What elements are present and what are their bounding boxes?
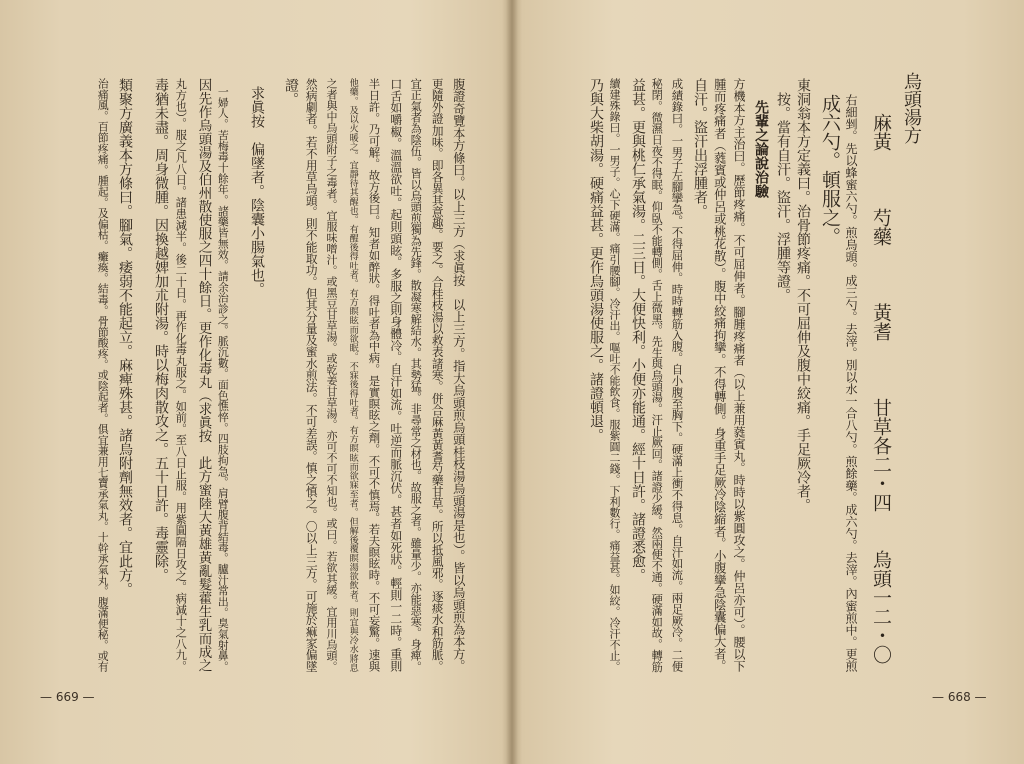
text-column: 治痛風。百節疼痛。腫起。及偏枯。癱瘓。結毒。骨節酸疼。或陰起者。俱宜兼用七寶承氣丸。十幹承氣丸。腹滿便秘。或有 (96, 78, 110, 672)
text-column: 證。 (283, 78, 299, 106)
text-column: 腫而疼痛者（蕤賓或仲呂或桃花散）。腹中絞痛拘攣。不得轉側。身重手足厥冷陰縮者。小腹攣急陰囊偏大者。 (712, 78, 727, 673)
text-column: 一婦人。苦梅毒十餘年。諸藥皆無效。請余治診之。脈沉數。面色憔悴。四肢拘急。肩臂腹背結毒。臚汁常出。臭氣射鼻。 (216, 86, 230, 672)
section-heading: 先輩之論說治驗 (753, 86, 769, 198)
text-column: 半日許。乃可解。故方後曰。知者如醉狀。得吐者為中病。是實瞑眩之劑。不可不慎焉。若夫瞑眩時。不可妄驚。速與 (367, 78, 382, 672)
text-column: 烏頭湯方 (901, 72, 922, 144)
text-column: 益甚。更與桃仁承氣湯。二三日。大便快利。小便亦能通。經十日許。諸證悉愈。 (630, 78, 646, 582)
text-column: 按。當有自汗。盜汗。浮腫等證。 (775, 78, 791, 302)
text-column: 續建殊錄曰。一男子。心下硬滿。痛引腰腳。冷汗出。嘔吐不能飲食。服紫圓二錢。下利數行。痛益甚。如絞。冷汗不止。 (608, 78, 621, 672)
text-column: 方機本方主治曰。歷節疼痛。不可屈伸者。腳腫疼痛者（以上兼用蕤賓丸。時時以紫圓攻之。仲呂亦可）。腰以下 (732, 78, 746, 672)
left-page (0, 0, 508, 764)
text-column: 右細剉。先以蜂蜜六勺。煎烏頭。成三勺。去滓。別以水一合八勺。煎餘藥。成六勺。去滓。內蜜煎中。更煎 (844, 94, 859, 672)
text-column: 麻黃 芍藥 黃耆 甘草各二・四 烏頭一二・〇 (870, 94, 892, 664)
text-column: 口舌如嚼椒。溫溫欲吐。起則頭眩。多服之則身體冷。自汗如流。吐逆而脈沉伏。甚者如死狀。輕則一二時。重則 (388, 78, 403, 672)
text-column: 然病劇者。若不用草烏頭。則不能取功。但其分量及蜜水煎法。不可差誤。慎之慎之。〇以上三方。可施於痲家偏墜 (304, 78, 319, 673)
page-number: — 669 — (40, 690, 95, 704)
text-column: 腹證奇覽本方條曰。以上三方（求眞按 以上三方。指大烏頭煎烏頭桂枝湯烏頭湯是也）。皆以烏頭煎為本方。 (451, 78, 466, 673)
right-page (514, 0, 1024, 764)
text-column: 更隨外證加味。即各異其意趣。要之。合桂枝湯以救表諸寒。併合麻黃黃耆芍藥甘草。所以抵風邪。逐痰水和筋脈。 (430, 78, 445, 673)
text-column: 毒猶未盡。周身微腫。因換越婢加朮附湯。時以梅肉散攻之。五十日許。毒靈除。 (153, 78, 169, 582)
text-column: 求眞按 偏墜者。陰囊小腸氣也。 (249, 86, 265, 296)
text-column: 因先作烏頭湯及伯州散使服之四十餘日。更作化毒丸（求眞按 此方蜜陸大黃雄黃亂髮藿生乳而成之 (195, 78, 212, 672)
text-column: 成績錄曰。一男子左腳攣急。不得屈伸。時時轉筋入腹。自小腹至胸下。硬滿上衝不得息。自汗如流。兩足厥冷。二便 (670, 78, 685, 672)
text-column: 丸方也）。服之凡八日。諸患減半。後二十日。再作化毒丸服之。如前。至八日止服。用紫圓隔日攻之。病減十之八九。 (174, 78, 188, 672)
text-column: 成六勺。頓服之。 (819, 94, 841, 246)
page-number: — 668 — (932, 690, 987, 704)
text-column: 類聚方廣義本方條曰。腳氣。痿弱不能起立。麻痺殊甚。諸烏附劑無效者。宜此方。 (117, 78, 133, 596)
text-column: 他藥。及以火暖之。宜靜待其醒也。有醒後得吐者。有方瞑眩而欲眠。不寐後得吐者。有方瞑眩而欲寐至者。但解後覆瞑湯欲飲者。則宜與冷水將息 (347, 78, 358, 673)
text-column: 乃與大柴胡湯。硬痛益甚。更作烏頭湯使服之。諸證頓退。 (588, 78, 604, 442)
text-column: 宜正氣者為陰伍。皆以烏頭煎獨為先鋒。散凝寒解結水。其勢猛。非尋常之材也。故服之者。雖量少。亦能惡寒。身痺。 (409, 78, 423, 673)
text-column: 秘閉。微濕日夜不得眠。仰臥不能轉側。舌上微黑。先生與烏頭湯。汗止厥回。諸證少緩。然兩便不通。硬滿如故。轉筋 (650, 78, 664, 673)
text-column: 之者與中烏頭附子之毒者。宜服味噌汁。或黑豆甘草湯。或乾姜甘草湯。亦可不可不知也。或曰。若欲其緩。宜用川烏頭。 (325, 78, 338, 672)
text-column: 自汗。盜汗出浮腫者。 (692, 78, 708, 218)
text-column: 東洞翁本方定義曰。治骨節疼痛。不可屈伸及腹中絞痛。手足厥冷者。 (795, 78, 811, 512)
